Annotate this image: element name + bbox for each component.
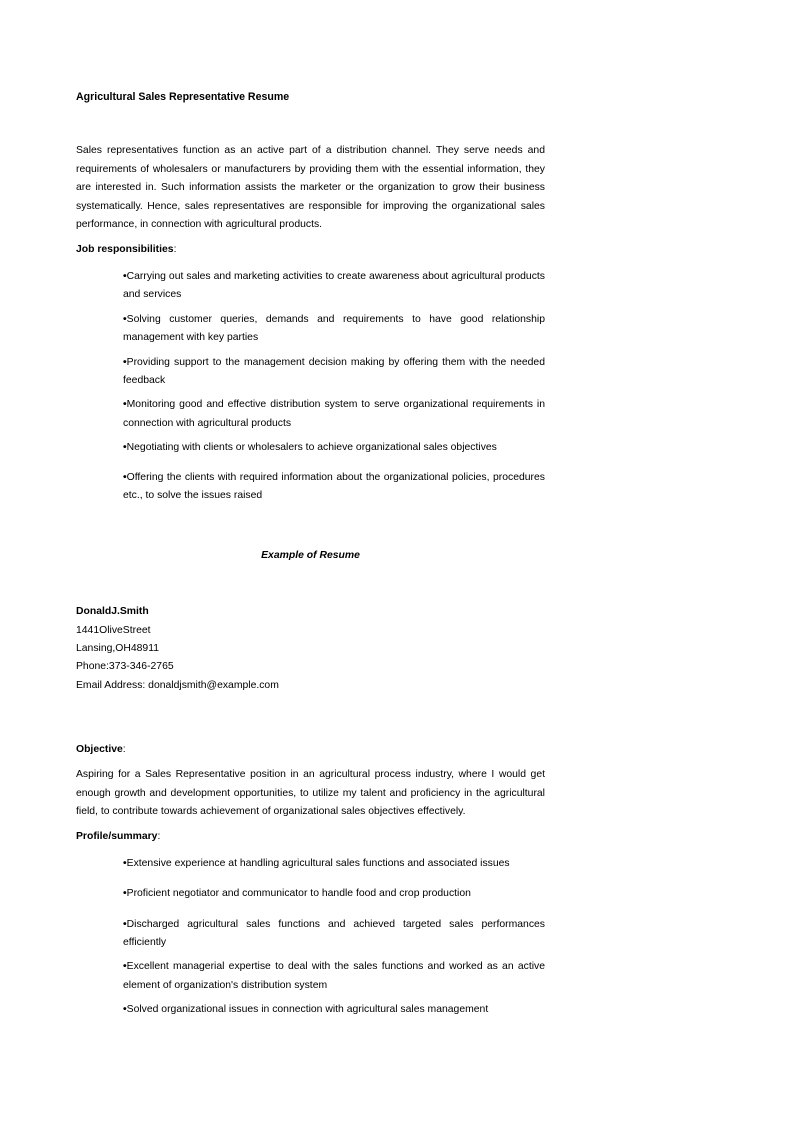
objective-paragraph: Aspiring for a Sales Representative position in an agricultural process industry, where I would get enough growth and development opportunities, to utilize my talent and proficiency in the agricultural field, to contribute towards achievement of organizational sales objectives effectively. <box>76 768 545 818</box>
objective-heading-label: Objective <box>76 743 123 755</box>
list-item-text: Monitoring good and effective distribution system to serve organizational requirements in connection with agricultural products <box>123 399 545 429</box>
list-item <box>123 855 545 873</box>
bullet-icon: • <box>123 356 127 368</box>
example-heading: Example of Resume <box>261 550 360 562</box>
list-item <box>123 268 545 305</box>
list-item-text: Carrying out sales and marketing activities to create awareness about agricultural products and services <box>123 270 545 301</box>
objective-heading <box>76 741 545 759</box>
job-responsibilities-heading <box>76 241 545 259</box>
document-body <box>76 88 545 1020</box>
bullet-icon: • <box>123 918 127 930</box>
bullet-icon: • <box>123 399 127 411</box>
bullet-icon: • <box>123 442 127 454</box>
list-item <box>123 958 545 995</box>
list-item-text: Extensive experience at handling agricultural sales functions and associated issues <box>126 857 510 869</box>
objective-heading-colon: : <box>122 743 126 755</box>
list-item-text: Offering the clients with required information about the organizational policies, procedures etc., to solve the issues raised <box>123 471 545 502</box>
list-item <box>123 885 545 903</box>
job-heading-colon: : <box>173 243 177 255</box>
list-item-text: Providing support to the management decision making by offering them with the needed feedback <box>123 356 545 386</box>
bullet-icon: • <box>123 270 127 282</box>
intro-paragraph: Sales representatives function as an active part of a distribution channel. They serve needs and requirements of wholesalers or manufacturers by providing them with the essential information, they are interested in. Such information assists the marketer or the organization to grow their business systematically. Hence, sales representatives are responsible for improving the organizational sales performance, in connection with agricultural products. <box>76 145 545 231</box>
job-heading-label: Job responsibilities <box>76 243 174 255</box>
list-item-text: Negotiating with clients or wholesalers to achieve organizational sales objectives <box>126 442 497 454</box>
list-item <box>123 439 545 457</box>
list-item <box>123 354 545 391</box>
list-item-text: Excellent managerial expertise to deal with the sales functions and worked as an active element of organization's distribution system <box>123 961 545 991</box>
list-item-text: Solving customer queries, demands and requirements to have good relationship management with key parties <box>123 313 545 344</box>
list-item-text: Proficient negotiator and communicator to handle food and crop production <box>126 888 471 900</box>
contact-name: DonaldJ.Smith <box>76 606 149 618</box>
bullet-icon: • <box>123 1004 127 1016</box>
bullet-icon: • <box>123 313 127 325</box>
profile-heading-colon: : <box>157 830 161 842</box>
contact-email: Email Address: donaldjsmith@example.com <box>76 679 279 691</box>
list-item <box>123 1001 545 1019</box>
list-item-text: Discharged agricultural sales functions and achieved targeted sales performances efficiently <box>123 918 545 948</box>
bullet-icon: • <box>123 888 127 900</box>
contact-street: 1441OliveStreet <box>76 624 151 636</box>
document-title: Agricultural Sales Representative Resume <box>76 91 290 103</box>
job-responsibilities-list <box>76 268 545 505</box>
contact-phone: Phone:373-346-2765 <box>76 661 174 673</box>
list-item-text: Solved organizational issues in connection with agricultural sales management <box>126 1004 489 1016</box>
list-item <box>123 396 545 433</box>
list-item <box>123 311 545 348</box>
contact-city: Lansing,OH48911 <box>76 643 159 655</box>
list-item <box>123 469 545 506</box>
profile-summary-heading <box>76 828 545 846</box>
profile-heading-label: Profile/summary <box>76 830 158 842</box>
profile-summary-list <box>76 855 545 1020</box>
bullet-icon: • <box>123 857 127 869</box>
list-item <box>123 916 545 953</box>
bullet-icon: • <box>123 961 127 973</box>
bullet-icon: • <box>123 471 127 483</box>
